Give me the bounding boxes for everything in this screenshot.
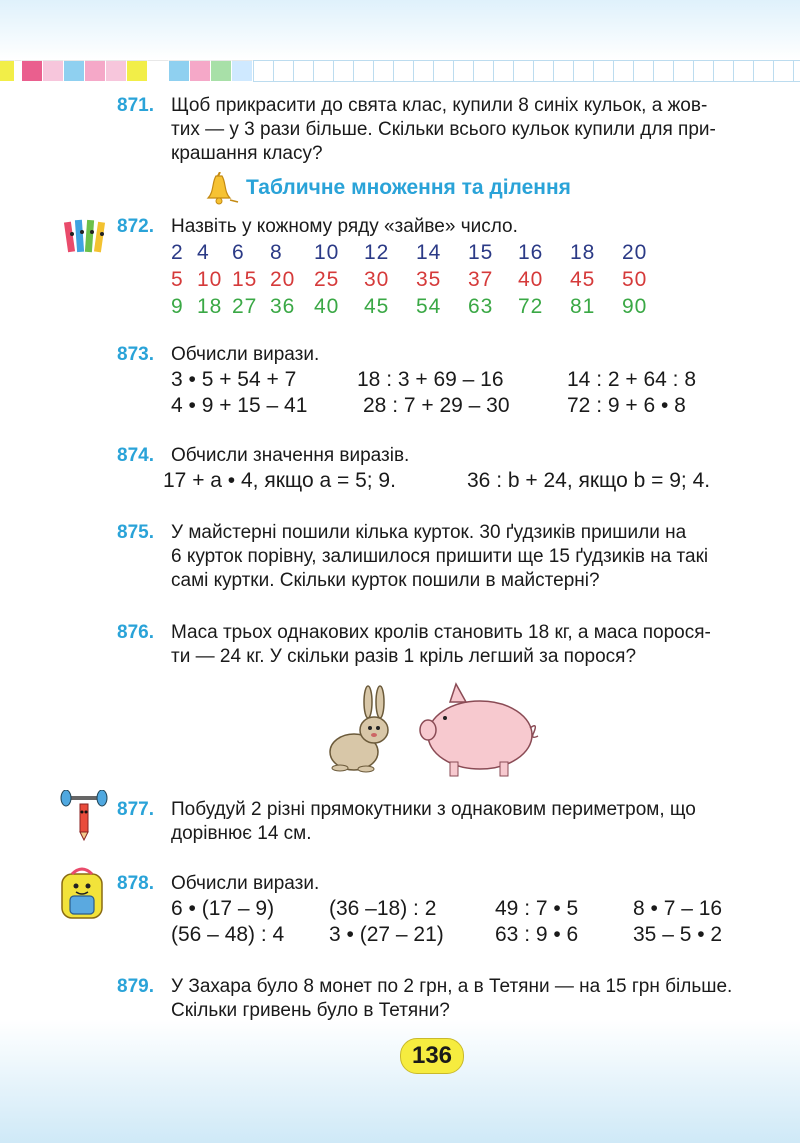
expression: 3 • 5 + 54 + 7 bbox=[171, 368, 297, 391]
task-number: 874. bbox=[117, 445, 154, 466]
task-text bbox=[171, 521, 760, 593]
number-value: 90 bbox=[622, 295, 648, 318]
stripe-cell bbox=[64, 60, 85, 81]
number-value: 10 bbox=[314, 241, 340, 264]
task-line: У Захара було 8 монет по 2 грн, а в Тетяни — на 15 грн більше. bbox=[171, 976, 733, 997]
number-value: 15 bbox=[232, 268, 258, 291]
number-value: 20 bbox=[622, 241, 648, 264]
stripe-cell bbox=[211, 60, 232, 81]
number-value: 27 bbox=[232, 295, 258, 318]
task-number: 876. bbox=[117, 622, 154, 643]
task-872 bbox=[117, 215, 760, 320]
task-text: Обчисли вирази. bbox=[171, 344, 320, 365]
number-value: 6 bbox=[232, 241, 245, 264]
number-value: 35 bbox=[416, 268, 442, 291]
number-value: 45 bbox=[364, 295, 390, 318]
task-line: крашання класу? bbox=[171, 143, 323, 164]
number-row-3 bbox=[171, 293, 760, 320]
rabbit-and-pig-illustration bbox=[320, 680, 540, 780]
bell-icon bbox=[204, 172, 240, 206]
task-873 bbox=[117, 343, 760, 419]
weightlifter-pencil-icon bbox=[58, 790, 110, 842]
task-875 bbox=[117, 521, 760, 593]
number-value: 54 bbox=[416, 295, 442, 318]
number-value: 63 bbox=[468, 295, 494, 318]
task-line: тих — у 3 рази більше. Скільки всього кульок купили для при- bbox=[171, 119, 716, 140]
task-line: ти — 24 кг. У скільки разів 1 кріль легший за порося? bbox=[171, 646, 637, 667]
expression: 36 : b + 24, якщо b = 9; 4. bbox=[467, 469, 711, 492]
task-number: 872. bbox=[117, 216, 154, 237]
number-value: 25 bbox=[314, 268, 340, 291]
expression: 49 : 7 • 5 bbox=[495, 897, 579, 920]
task-879 bbox=[117, 975, 760, 1023]
task-number: 879. bbox=[117, 976, 154, 997]
stripe-cell bbox=[148, 60, 169, 81]
task-line: Скільки гривень було в Тетяни? bbox=[171, 1000, 450, 1021]
expression: 72 : 9 + 6 • 8 bbox=[567, 394, 686, 417]
number-value: 20 bbox=[270, 268, 296, 291]
decorative-stripe bbox=[0, 60, 800, 82]
task-number: 871. bbox=[117, 95, 154, 116]
number-value: 2 bbox=[171, 241, 184, 264]
expression: 17 + a • 4, якщо a = 5; 9. bbox=[163, 469, 396, 492]
task-line: дорівнює 14 см. bbox=[171, 823, 312, 844]
task-number: 875. bbox=[117, 522, 154, 543]
task-text: Обчисли вирази. bbox=[171, 873, 320, 894]
task-874 bbox=[117, 444, 760, 494]
expression: 14 : 2 + 64 : 8 bbox=[567, 368, 697, 391]
task-number: 878. bbox=[117, 873, 154, 894]
task-line: 6 курток порівну, залишилося пришити ще 15 ґудзиків на такі bbox=[171, 546, 709, 567]
expression: 8 • 7 – 16 bbox=[633, 897, 723, 920]
number-row-1 bbox=[171, 239, 760, 266]
stripe-cell bbox=[169, 60, 190, 81]
number-value: 30 bbox=[364, 268, 390, 291]
number-value: 4 bbox=[197, 241, 210, 264]
expression: (36 –18) : 2 bbox=[329, 897, 437, 920]
expression: (56 – 48) : 4 bbox=[171, 923, 285, 946]
number-value: 45 bbox=[570, 268, 596, 291]
expression-row bbox=[171, 896, 760, 922]
task-line: У майстерні пошили кілька курток. 30 ґудзиків пришили на bbox=[171, 522, 687, 543]
number-value: 40 bbox=[314, 295, 340, 318]
number-value: 81 bbox=[570, 295, 596, 318]
number-value: 50 bbox=[622, 268, 648, 291]
number-value: 5 bbox=[171, 268, 184, 291]
task-text bbox=[171, 621, 760, 669]
number-value: 36 bbox=[270, 295, 296, 318]
task-text bbox=[171, 94, 760, 166]
number-value: 10 bbox=[197, 268, 223, 291]
stripe-cell bbox=[127, 60, 148, 81]
number-value: 18 bbox=[197, 295, 223, 318]
task-text: Обчисли значення виразів. bbox=[171, 445, 410, 466]
expression: 3 • (27 – 21) bbox=[329, 923, 444, 946]
backpack-icon bbox=[56, 866, 110, 922]
number-value: 9 bbox=[171, 295, 184, 318]
task-876 bbox=[117, 621, 760, 669]
stripe-cell bbox=[0, 60, 15, 81]
number-value: 18 bbox=[570, 241, 596, 264]
section-title: Табличне множення та ділення bbox=[246, 176, 571, 199]
task-line: Побудуй 2 різні прямокутники з однаковим периметром, що bbox=[171, 799, 696, 820]
number-value: 37 bbox=[468, 268, 494, 291]
number-value: 14 bbox=[416, 241, 442, 264]
task-878 bbox=[117, 872, 760, 948]
stripe-cell bbox=[232, 60, 253, 81]
task-number: 877. bbox=[117, 799, 154, 820]
number-row-2 bbox=[171, 266, 760, 293]
expression: 18 : 3 + 69 – 16 bbox=[357, 368, 504, 391]
task-871 bbox=[117, 94, 760, 166]
page-number: 136 bbox=[400, 1038, 464, 1074]
expression: 63 : 9 • 6 bbox=[495, 923, 579, 946]
rabbit-icon bbox=[330, 686, 388, 772]
task-line: Щоб прикрасити до свята клас, купили 8 синіх кульок, а жов- bbox=[171, 95, 708, 116]
task-877 bbox=[117, 798, 760, 846]
stripe-cell bbox=[106, 60, 127, 81]
stripe-cell bbox=[22, 60, 43, 81]
task-line: самі куртки. Скільки курток пошили в майстерні? bbox=[171, 570, 600, 591]
number-value: 8 bbox=[270, 241, 283, 264]
expression: 35 – 5 • 2 bbox=[633, 923, 723, 946]
expression-row bbox=[171, 393, 760, 419]
expression-row bbox=[163, 468, 760, 494]
task-text bbox=[171, 975, 760, 1023]
number-value: 72 bbox=[518, 295, 544, 318]
number-value: 12 bbox=[364, 241, 390, 264]
task-number: 873. bbox=[117, 344, 154, 365]
expression-row bbox=[171, 367, 760, 393]
expression: 4 • 9 + 15 – 41 bbox=[171, 394, 308, 417]
expression-row bbox=[171, 922, 760, 948]
stripe-cell bbox=[43, 60, 64, 81]
expression: 28 : 7 + 29 – 30 bbox=[363, 394, 510, 417]
task-line: Маса трьох однакових кролів становить 18 кг, а маса порося- bbox=[171, 622, 711, 643]
number-value: 16 bbox=[518, 241, 544, 264]
stripe-cell bbox=[85, 60, 106, 81]
pencils-icon bbox=[60, 214, 112, 262]
number-value: 15 bbox=[468, 241, 494, 264]
stripe-cell bbox=[190, 60, 211, 81]
pig-icon bbox=[420, 684, 538, 776]
number-value: 40 bbox=[518, 268, 544, 291]
expression: 6 • (17 – 9) bbox=[171, 897, 275, 920]
task-text bbox=[171, 798, 760, 846]
stripe-cell bbox=[15, 60, 22, 81]
stripe-grid bbox=[253, 60, 800, 82]
task-text: Назвіть у кожному ряду «зайве» число. bbox=[171, 216, 518, 237]
